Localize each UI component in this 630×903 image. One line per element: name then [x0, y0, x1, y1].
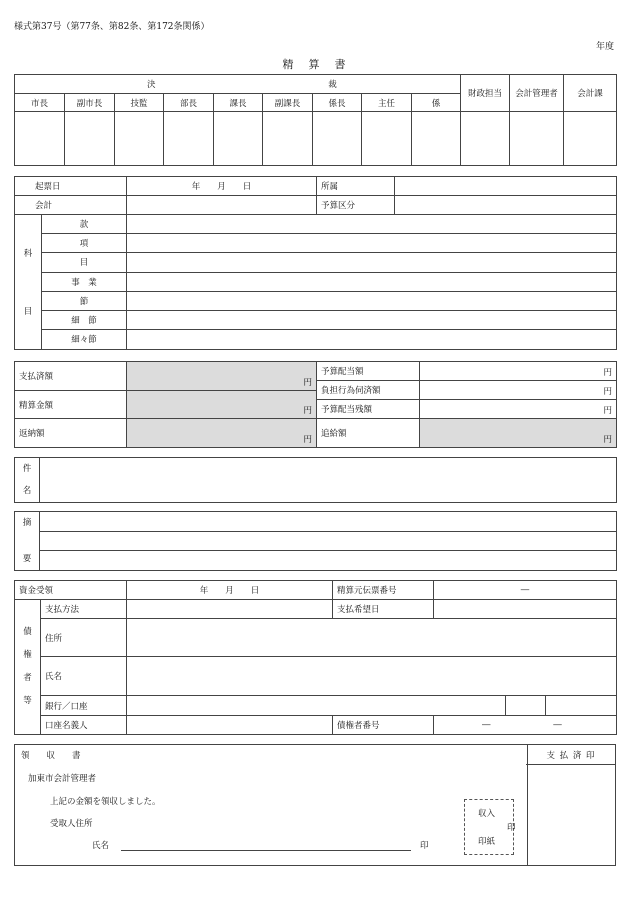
setsu-field[interactable]: [127, 291, 617, 310]
saisaisetsu-field[interactable]: [127, 329, 617, 349]
recipient-name-line[interactable]: [121, 850, 411, 851]
col-senior: 主任: [362, 94, 412, 112]
issue-date-label: 起票日: [15, 177, 127, 196]
col-chief: 係長: [313, 94, 362, 112]
account-number-field[interactable]: [546, 696, 617, 716]
kan-field[interactable]: [127, 215, 617, 234]
seal-box[interactable]: [510, 112, 564, 166]
subject-field[interactable]: [40, 458, 617, 503]
department-field[interactable]: [395, 177, 617, 196]
bank-field[interactable]: [127, 696, 506, 716]
saisetsu-field[interactable]: [127, 310, 617, 329]
name-label: 氏名: [41, 657, 127, 696]
setsu-label: 節: [42, 291, 127, 310]
bank-label: 銀行／口座: [41, 696, 127, 716]
paid-stamp-label: 支 払 済 印: [546, 751, 596, 761]
revenue-stamp-bottom: 印紙: [478, 837, 496, 847]
seal-box[interactable]: [164, 112, 214, 166]
account-holder-label: 口座名義人: [41, 716, 127, 735]
commitment-field[interactable]: 円: [420, 381, 617, 400]
additional-pay-field[interactable]: 円: [420, 419, 617, 448]
creditor-side-label: 債 権 者 等: [15, 600, 41, 735]
remarks-line[interactable]: [40, 532, 617, 551]
budget-allocation-field[interactable]: 円: [420, 362, 617, 381]
saisetsu-label: 細 節: [42, 310, 127, 329]
accounting-label: 会計: [15, 196, 127, 215]
paid-amount-label: 支払済額: [15, 362, 127, 391]
budget-allocation-label: 予算配当額: [317, 362, 420, 381]
accounting-section-header: 会計課: [564, 75, 617, 112]
form-number: 様式第37号（第77条、第82条、第172条関係）: [14, 22, 210, 32]
remarks-line[interactable]: [40, 512, 617, 532]
kan-label: 款: [42, 215, 127, 234]
saisaisetsu-label: 細々節: [42, 329, 127, 349]
source-slip-label: 精算元伝票番号: [333, 581, 434, 600]
account-type-field[interactable]: [506, 696, 546, 716]
remarks-line[interactable]: [40, 551, 617, 571]
budget-category-label: 予算区分: [317, 196, 395, 215]
col-engineer: 技監: [115, 94, 164, 112]
col-deputy-manager: 副課長: [263, 94, 313, 112]
seal-box[interactable]: [115, 112, 164, 166]
seal-box[interactable]: [15, 112, 65, 166]
creditor-number-label: 債権者番号: [333, 716, 434, 735]
seal-box[interactable]: [362, 112, 412, 166]
revenue-stamp-top: 収入: [478, 809, 496, 819]
additional-pay-label: 追給額: [317, 419, 420, 448]
col-director: 部長: [164, 94, 214, 112]
seal-box[interactable]: [564, 112, 617, 166]
revenue-stamp-seal: 印: [507, 823, 516, 833]
payment-method-field[interactable]: [127, 600, 333, 619]
kamoku-side-label: 科 目: [15, 215, 42, 350]
receipt-statement: 上記の金額を領収しました。: [50, 797, 161, 807]
name-field[interactable]: [127, 657, 617, 696]
paid-stamp-divider: [526, 764, 616, 765]
budget-remaining-label: 予算配当残額: [317, 400, 420, 419]
seal-box[interactable]: [65, 112, 115, 166]
col-manager: 課長: [214, 94, 263, 112]
issue-date-field[interactable]: 年 月 日: [127, 177, 317, 196]
department-label: 所属: [317, 177, 395, 196]
recipient-seal-mark: 印: [420, 841, 429, 851]
moku-field[interactable]: [127, 253, 617, 272]
receipt-title: 領 収 書: [21, 751, 81, 761]
jigyo-label: 事 業: [42, 272, 127, 291]
col-staff: 係: [412, 94, 461, 112]
col-vice-mayor: 副市長: [65, 94, 115, 112]
receipt-addressee: 加東市会計管理者: [28, 774, 97, 784]
recipient-name-label: 氏名: [92, 841, 110, 851]
settlement-amount-label: 精算金額: [15, 391, 127, 419]
commitment-label: 負担行為伺済額: [317, 381, 420, 400]
payment-date-label: 支払希望日: [333, 600, 434, 619]
address-field[interactable]: [127, 619, 617, 657]
accounting-manager-header: 会計管理者: [510, 75, 564, 112]
seal-box[interactable]: [461, 112, 510, 166]
fiscal-year-label: 年度: [595, 42, 614, 52]
subject-label: 件 名: [15, 458, 40, 503]
creditor-number-field[interactable]: ― ―: [434, 716, 617, 735]
creditor-table: [14, 580, 617, 735]
ketsusai-header: 決 裁: [15, 75, 461, 94]
seal-box[interactable]: [214, 112, 263, 166]
paid-stamp-box[interactable]: [526, 744, 616, 866]
seal-box[interactable]: [412, 112, 461, 166]
recipient-address-label: 受取人住所: [50, 819, 93, 829]
kou-field[interactable]: [127, 234, 617, 253]
page-title: 精 算 書: [282, 58, 348, 71]
address-label: 住所: [41, 619, 127, 657]
seal-box[interactable]: [263, 112, 313, 166]
budget-remaining-field[interactable]: 円: [420, 400, 617, 419]
approval-table: [14, 74, 617, 166]
account-holder-field[interactable]: [127, 716, 333, 735]
finance-header: 財政担当: [461, 75, 510, 112]
moku-label: 目: [42, 253, 127, 272]
jigyo-field[interactable]: [127, 272, 617, 291]
fund-receipt-label: 資金受領: [15, 581, 127, 600]
col-mayor: 市長: [15, 94, 65, 112]
payment-date-field[interactable]: [434, 600, 617, 619]
settlement-amount-field[interactable]: 円: [127, 391, 317, 419]
seal-box[interactable]: [313, 112, 362, 166]
kou-label: 項: [42, 234, 127, 253]
payment-method-label: 支払方法: [41, 600, 127, 619]
accounting-field[interactable]: [127, 196, 317, 215]
fund-receipt-date[interactable]: 年 月 日: [127, 581, 333, 600]
subject-table: [14, 457, 617, 503]
refund-amount-label: 返納額: [15, 419, 127, 448]
amount-table: [14, 361, 617, 448]
refund-amount-field[interactable]: 円: [127, 419, 317, 448]
source-slip-field[interactable]: ―: [434, 581, 617, 600]
remarks-table: [14, 511, 617, 571]
paid-amount-field[interactable]: 円: [127, 362, 317, 391]
budget-category-field[interactable]: [395, 196, 617, 215]
account-table: [14, 176, 617, 350]
remarks-label: 摘 要: [15, 512, 40, 571]
